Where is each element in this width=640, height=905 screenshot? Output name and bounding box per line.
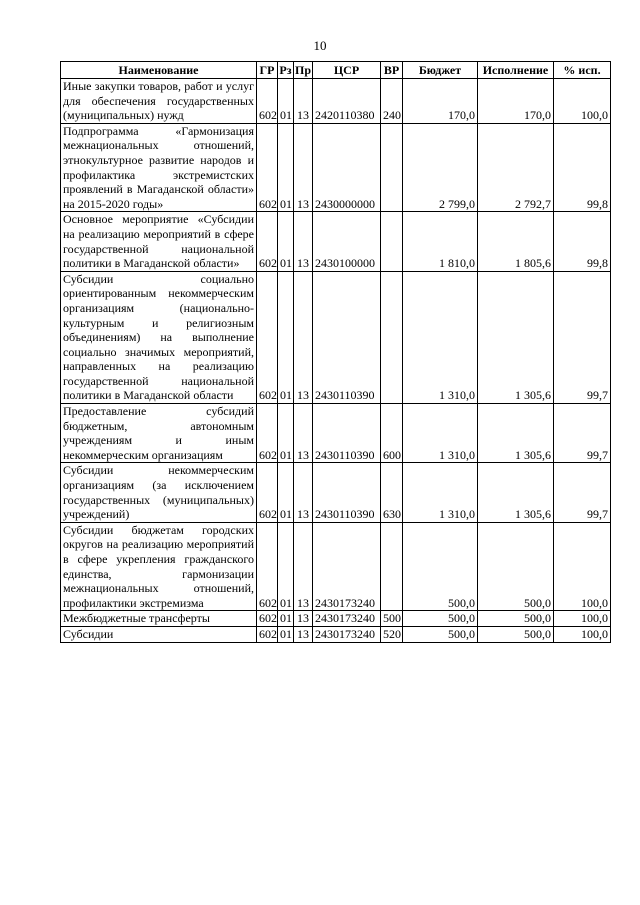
row-name: Субсидии некоммерческим организациям (за исключением государственных (муниципальных) учреждений) (61, 463, 257, 522)
row-pr: 13 (294, 463, 313, 522)
table-row (61, 626, 611, 642)
header-budget: Бюджет (403, 62, 478, 79)
row-execution: 1 805,6 (478, 212, 554, 271)
page-number: 10 (313, 38, 327, 53)
row-pr: 13 (294, 123, 313, 212)
row-gr: 602 (257, 123, 278, 212)
row-budget: 170,0 (403, 79, 478, 124)
table-row (61, 611, 611, 627)
row-vr (381, 522, 403, 611)
row-rz: 01 (278, 463, 294, 522)
row-csr: 2430110390 (313, 404, 381, 463)
row-csr: 2430173240 (313, 611, 381, 627)
row-budget: 1 310,0 (403, 404, 478, 463)
table-row (61, 271, 611, 403)
row-csr: 2430110390 (313, 271, 381, 403)
row-vr: 630 (381, 463, 403, 522)
row-execution: 500,0 (478, 522, 554, 611)
row-percent: 99,8 (554, 123, 611, 212)
row-percent: 99,8 (554, 212, 611, 271)
row-execution: 1 305,6 (478, 463, 554, 522)
row-budget: 1 310,0 (403, 463, 478, 522)
row-gr: 602 (257, 626, 278, 642)
row-csr: 2420110380 (313, 79, 381, 124)
header-rz: Рз (279, 63, 292, 77)
row-pr: 13 (294, 212, 313, 271)
row-csr: 2430173240 (313, 626, 381, 642)
row-pr: 13 (294, 79, 313, 124)
row-csr: 2430000000 (313, 123, 381, 212)
table-row (61, 463, 611, 522)
row-gr: 602 (257, 522, 278, 611)
row-pr: 13 (294, 271, 313, 403)
row-pr: 13 (294, 611, 313, 627)
row-rz: 01 (278, 79, 294, 124)
row-percent: 100,0 (554, 626, 611, 642)
row-execution: 500,0 (478, 611, 554, 627)
row-csr: 2430173240 (313, 522, 381, 611)
row-budget: 500,0 (403, 522, 478, 611)
row-name: Подпрограмма «Гармонизация межнациональных отношений, этнокультурное развитие народов и профилактика экстремистских проявлений в Магаданской области» на 2015-2020 годы» (61, 123, 257, 212)
row-budget: 500,0 (403, 611, 478, 627)
row-csr: 2430110390 (313, 463, 381, 522)
row-name: Субсидии (61, 626, 257, 642)
row-gr: 602 (257, 271, 278, 403)
row-rz: 01 (278, 271, 294, 403)
row-rz: 01 (278, 404, 294, 463)
header-percent: % исп. (554, 62, 611, 79)
row-gr: 602 (257, 463, 278, 522)
table-row (61, 123, 611, 212)
header-gr: ГР (257, 62, 278, 79)
row-vr (381, 212, 403, 271)
header-pr: Пр (295, 63, 312, 77)
row-gr: 602 (257, 611, 278, 627)
row-vr (381, 271, 403, 403)
row-pr: 13 (294, 404, 313, 463)
header-execution: Исполнение (478, 62, 554, 79)
table-row (61, 404, 611, 463)
budget-execution-table (60, 61, 611, 643)
table-row (61, 212, 611, 271)
row-name: Основное мероприятие «Субсидии на реализацию мероприятий в сфере государственной национальной политики в Магаданской области» (61, 212, 257, 271)
row-vr: 520 (381, 626, 403, 642)
header-csr: ЦСР (313, 62, 381, 79)
row-vr (381, 123, 403, 212)
row-budget: 500,0 (403, 626, 478, 642)
row-rz: 01 (278, 123, 294, 212)
row-budget: 2 799,0 (403, 123, 478, 212)
row-vr: 600 (381, 404, 403, 463)
row-rz: 01 (278, 611, 294, 627)
table-row (61, 522, 611, 611)
table-row (61, 79, 611, 124)
row-percent: 99,7 (554, 463, 611, 522)
row-pr: 13 (294, 522, 313, 611)
row-budget: 1 310,0 (403, 271, 478, 403)
row-name: Межбюджетные трансферты (61, 611, 257, 627)
row-name: Субсидии бюджетам городских округов на реализацию мероприятий в сфере укрепления гражданского единства, гармонизации межнациональных отношений, профилактики экстремизма (61, 522, 257, 611)
row-vr: 500 (381, 611, 403, 627)
row-percent: 100,0 (554, 522, 611, 611)
row-execution: 1 305,6 (478, 404, 554, 463)
row-percent: 100,0 (554, 79, 611, 124)
row-execution: 500,0 (478, 626, 554, 642)
row-rz: 01 (278, 522, 294, 611)
row-percent: 100,0 (554, 611, 611, 627)
row-execution: 1 305,6 (478, 271, 554, 403)
row-gr: 602 (257, 79, 278, 124)
row-name: Иные закупки товаров, работ и услуг для обеспечения государственных (муниципальных) нужд (61, 79, 257, 124)
row-gr: 602 (257, 404, 278, 463)
row-vr: 240 (381, 79, 403, 124)
header-vr: ВР (381, 62, 403, 79)
row-name: Предоставление субсидий бюджетным, автономным учреждениям и иным некоммерческим организациям (61, 404, 257, 463)
row-budget: 1 810,0 (403, 212, 478, 271)
header-name: Наименование (61, 62, 257, 79)
row-rz: 01 (278, 212, 294, 271)
row-pr: 13 (294, 626, 313, 642)
row-execution: 2 792,7 (478, 123, 554, 212)
row-name: Субсидии социально ориентированным некоммерческим организациям (национально-культурным и религиозным объединениям) на выполнение социально значимых мероприятий, направленных на реализацию государственной национальной политики в Магаданской области (61, 271, 257, 403)
table-header-row (61, 62, 611, 79)
row-csr: 2430100000 (313, 212, 381, 271)
row-percent: 99,7 (554, 404, 611, 463)
row-gr: 602 (257, 212, 278, 271)
row-execution: 170,0 (478, 79, 554, 124)
row-rz: 01 (278, 626, 294, 642)
row-percent: 99,7 (554, 271, 611, 403)
